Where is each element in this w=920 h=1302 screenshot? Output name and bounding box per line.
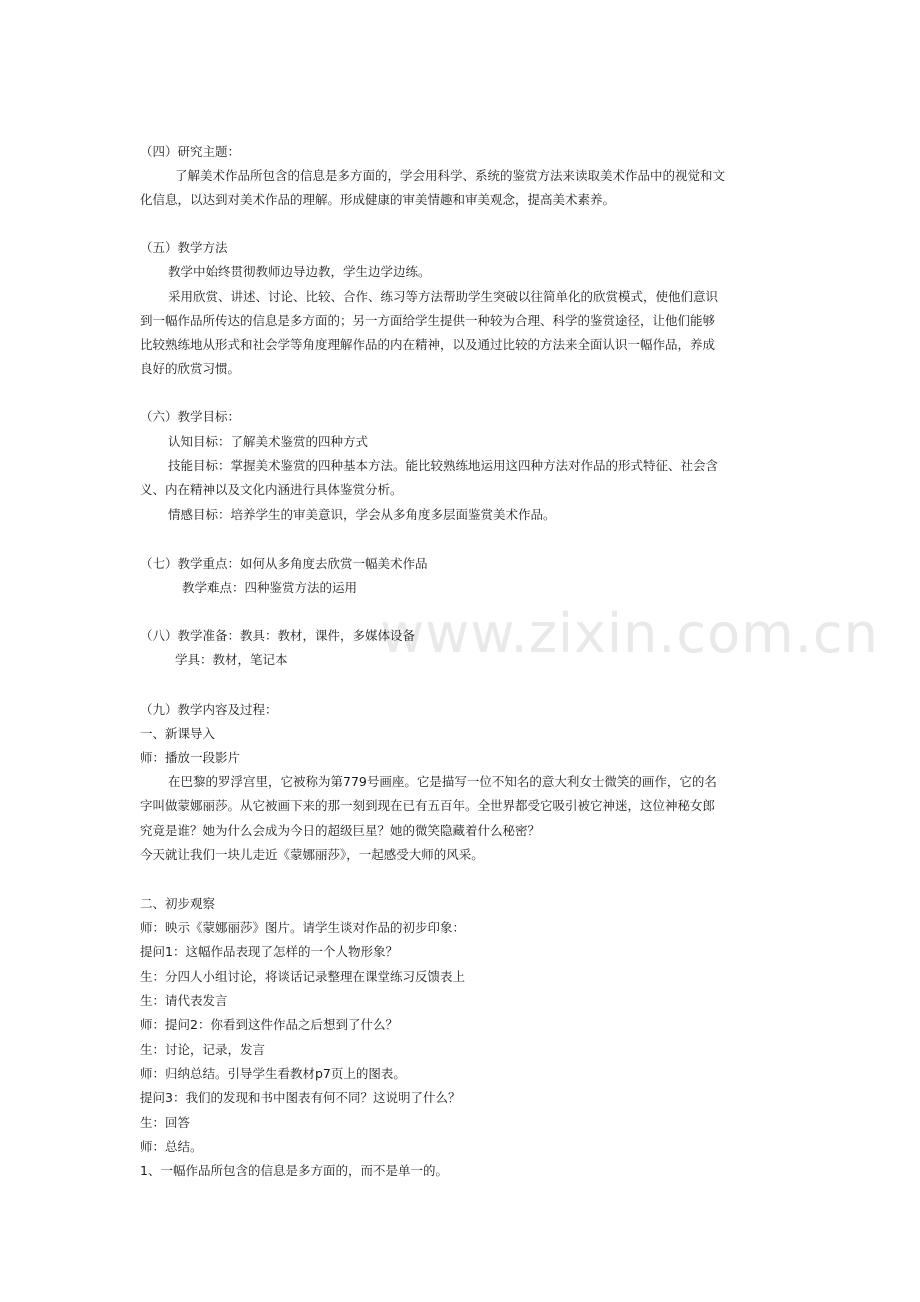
section-heading-research-topic: （四）研究主题： (140, 144, 241, 159)
subheading-new-lesson: 一、新课导入 (140, 726, 216, 741)
paragraph-line: 生：分四人小组讨论，将谈话记录整理在课堂练习反馈表上 (140, 969, 466, 984)
paragraph-line: 义、内在精神以及文化内涵进行具体鉴赏分析。 (140, 482, 403, 497)
paragraph-line: 采用欣赏、讲述、讨论、比较、合作、练习等方法帮助学生突破以往简单化的欣赏模式，使他们意识 (168, 289, 719, 304)
paragraph-line: 字叫做蒙娜丽莎。从它被画下来的那一刻到现在已有五百年。全世界都受它吸引被它神迷，这位神秘女郎 (140, 798, 716, 813)
goal-cognitive: 认知目标：了解美术鉴赏的四种方式 (168, 434, 369, 449)
paragraph-line: 良好的欣赏习惯。 (140, 361, 241, 376)
paragraph-line: 师：映示《蒙娜丽莎》图片。请学生谈对作品的初步印象： (140, 920, 466, 935)
section-heading-preparation: （八）教学准备：教具：教材，课件，多媒体设备 (140, 628, 416, 643)
section-heading-key-points: （七）教学重点：如何从多角度去欣赏一幅美术作品 (140, 556, 428, 571)
paragraph-line: 到一幅作品所传达的信息是多方面的；另一方面给学生提供一种较为合理、科学的鉴赏途径，让他们能够 (140, 313, 716, 328)
paragraph-line: 在巴黎的罗浮宫里，它被称为第779号画座。它是描写一位不知名的意大利女士微笑的画作，它的名 (168, 774, 717, 789)
paragraph-line: 生：请代表发言 (140, 993, 228, 1008)
paragraph-line: 了解美术作品所包含的信息是多方面的，学会用科学、系统的鉴赏方法来读取美术作品中的视觉和文 (175, 168, 726, 183)
subheading-initial-observation: 二、初步观察 (140, 896, 216, 911)
goal-skill: 技能目标：掌握美术鉴赏的四种基本方法。能比较熟练地运用这四种方法对作品的形式特征、社会含 (168, 458, 719, 473)
paragraph-line: 师：播放一段影片 (140, 750, 241, 765)
section-heading-teaching-method: （五）教学方法 (140, 240, 228, 255)
section-heading-content-process: （九）教学内容及过程： (140, 702, 278, 717)
question-3: 提问3：我们的发现和书中图表有何不同？这说明了什么？ (140, 1090, 461, 1105)
paragraph-line: 教学中始终贯彻教师边导边教，学生边学边练。 (168, 264, 431, 279)
paragraph-line: 生：回答 (140, 1115, 191, 1130)
student-materials: 学具：教材，笔记本 (175, 652, 288, 667)
paragraph-line: 化信息，以达到对美术作品的理解。形成健康的审美情趣和审美观念，提高美术素养。 (140, 192, 616, 207)
question-1: 提问1：这幅作品表现了怎样的一个人物形象？ (140, 944, 398, 959)
paragraph-line: 生：讨论，记录，发言 (140, 1042, 266, 1057)
watermark: www.zixin.com.cn (380, 602, 879, 665)
paragraph-line: 比较熟练地从形式和社会学等角度理解作品的内在精神，以及通过比较的方法来全面认识一幅作品，养成 (140, 337, 716, 352)
paragraph-line: 师：归纳总结。引导学生看教材p7页上的图表。 (140, 1066, 406, 1081)
paragraph-line: 今天就让我们一块儿走近《蒙娜丽莎》，一起感受大师的风采。 (140, 847, 484, 862)
difficult-points: 教学难点：四种鉴赏方法的运用 (182, 580, 358, 595)
paragraph-line: 究竟是谁？她为什么会成为今日的超级巨星？她的微笑隐藏着什么秘密？ (140, 823, 541, 838)
section-heading-teaching-goals: （六）教学目标： (140, 409, 241, 424)
conclusion-1: 1、一幅作品所包含的信息是多方面的，而不是单一的。 (140, 1163, 448, 1178)
goal-emotional: 情感目标：培养学生的审美意识，学会从多角度多层面鉴赏美术作品。 (168, 507, 556, 522)
paragraph-line: 师：总结。 (140, 1139, 203, 1154)
question-2: 师：提问2：你看到这件作品之后想到了什么？ (140, 1017, 398, 1032)
